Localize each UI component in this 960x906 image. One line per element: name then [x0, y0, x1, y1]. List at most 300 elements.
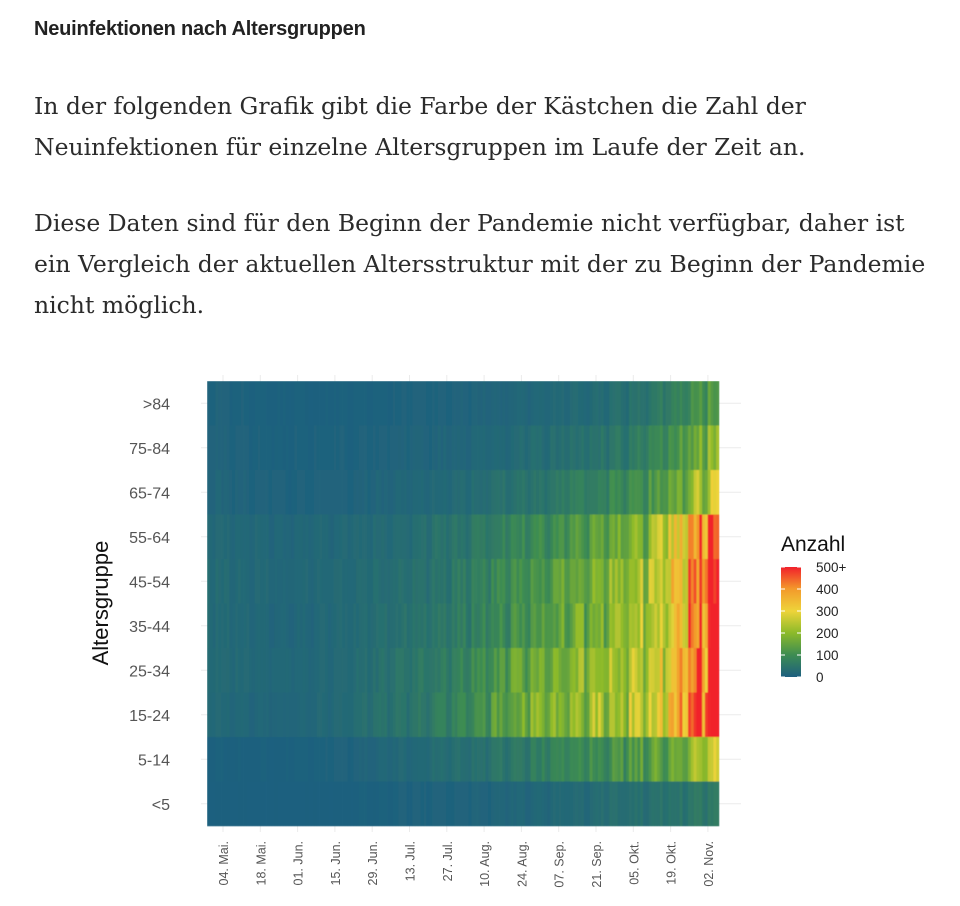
heatmap-cell: [320, 470, 323, 515]
heatmap-cell: [578, 559, 581, 604]
heatmap-cell: [592, 737, 595, 782]
heatmap-cell: [545, 604, 548, 649]
heatmap-cell: [452, 381, 455, 426]
heatmap-cell: [297, 559, 300, 604]
heatmap-cell: [241, 470, 244, 515]
heatmap-cell: [311, 604, 314, 649]
heatmap-cell: [398, 559, 401, 604]
heatmap-cell: [294, 782, 297, 827]
heatmap-cell: [657, 604, 660, 649]
heatmap-cell: [674, 782, 677, 827]
heatmap-cell: [314, 693, 317, 738]
heatmap-cell: [606, 604, 609, 649]
heatmap-cell: [455, 426, 458, 471]
heatmap-cell: [286, 470, 289, 515]
heatmap-cell: [224, 693, 227, 738]
heatmap-cell: [696, 782, 699, 827]
heatmap-cell: [609, 604, 612, 649]
y-tick-label: 25-34: [129, 663, 170, 681]
heatmap-cell: [407, 381, 410, 426]
heatmap-cell: [519, 515, 522, 560]
heatmap-cell: [595, 426, 598, 471]
heatmap-cell: [260, 737, 263, 782]
heatmap-cell: [272, 515, 275, 560]
heatmap-cell: [350, 648, 353, 693]
heatmap-cell: [691, 381, 694, 426]
heatmap-cell: [350, 426, 353, 471]
heatmap-cell: [336, 693, 339, 738]
heatmap-cell: [426, 559, 429, 604]
heatmap-cell: [483, 470, 486, 515]
heatmap-cell: [277, 693, 280, 738]
heatmap-cell: [682, 426, 685, 471]
heatmap-cell: [716, 604, 719, 649]
heatmap-cell: [561, 693, 564, 738]
heatmap-cell: [294, 737, 297, 782]
heatmap-cell: [379, 693, 382, 738]
heatmap-cell: [595, 515, 598, 560]
heatmap-cell: [649, 737, 652, 782]
heatmap-cell: [291, 381, 294, 426]
heatmap-cell: [559, 515, 562, 560]
heatmap-cell: [238, 782, 241, 827]
heatmap-cell: [615, 693, 618, 738]
heatmap-cell: [311, 515, 314, 560]
heatmap-cell: [280, 737, 283, 782]
heatmap-cell: [488, 426, 491, 471]
heatmap-cell: [590, 559, 593, 604]
heatmap-cell: [632, 737, 635, 782]
heatmap-cell: [410, 737, 413, 782]
heatmap-cell: [694, 782, 697, 827]
heatmap-cell: [432, 604, 435, 649]
heatmap-cell: [266, 381, 269, 426]
heatmap-cell: [615, 470, 618, 515]
heatmap-cell: [486, 470, 489, 515]
heatmap-cell: [379, 515, 382, 560]
heatmap-cell: [522, 648, 525, 693]
heatmap-cell: [573, 693, 576, 738]
heatmap-cell: [567, 381, 570, 426]
heatmap-cell: [438, 515, 441, 560]
heatmap-cell: [595, 559, 598, 604]
heatmap-cell: [381, 381, 384, 426]
heatmap-cell: [500, 737, 503, 782]
heatmap-cell: [455, 782, 458, 827]
heatmap-cell: [637, 559, 640, 604]
heatmap-cell: [519, 782, 522, 827]
heatmap-cell: [215, 648, 218, 693]
heatmap-cell: [519, 426, 522, 471]
heatmap-cell: [384, 381, 387, 426]
heatmap-cell: [308, 515, 311, 560]
heatmap-cell: [325, 737, 328, 782]
heatmap-cell: [469, 604, 472, 649]
heatmap-cell: [398, 737, 401, 782]
heatmap-cell: [460, 381, 463, 426]
heatmap-cell: [387, 426, 390, 471]
heatmap-cell: [359, 559, 362, 604]
heatmap-cell: [224, 737, 227, 782]
heatmap-cell: [606, 737, 609, 782]
heatmap-cell: [218, 782, 221, 827]
heatmap-cell: [401, 515, 404, 560]
heatmap-cell: [615, 515, 618, 560]
heatmap-cell: [252, 648, 255, 693]
x-tick-label: 24. Aug.: [515, 841, 530, 887]
heatmap-cell: [446, 648, 449, 693]
heatmap-cell: [390, 604, 393, 649]
heatmap-cell: [230, 515, 233, 560]
heatmap-cell: [452, 648, 455, 693]
heatmap-cell: [629, 426, 632, 471]
heatmap-cell: [680, 426, 683, 471]
heatmap-cell: [277, 782, 280, 827]
heatmap-cell: [269, 515, 272, 560]
heatmap-cell: [508, 648, 511, 693]
heatmap-cell: [570, 470, 573, 515]
heatmap-cell: [699, 426, 702, 471]
heatmap-cell: [395, 426, 398, 471]
heatmap-cell: [688, 559, 691, 604]
heatmap-cell: [421, 559, 424, 604]
heatmap-cell: [643, 737, 646, 782]
heatmap-cell: [623, 381, 626, 426]
heatmap-cell: [272, 426, 275, 471]
heatmap-cell: [691, 737, 694, 782]
heatmap-cell: [522, 693, 525, 738]
heatmap-cell: [531, 737, 534, 782]
heatmap-cell: [666, 381, 669, 426]
heatmap-cell: [612, 470, 615, 515]
heatmap-cell: [615, 559, 618, 604]
heatmap-cell: [252, 470, 255, 515]
heatmap-cell: [649, 515, 652, 560]
heatmap-cell: [494, 381, 497, 426]
heatmap-cell: [367, 737, 370, 782]
heatmap-cell: [567, 737, 570, 782]
heatmap-cell: [224, 470, 227, 515]
heatmap-cell: [570, 604, 573, 649]
heatmap-cell: [429, 426, 432, 471]
heatmap-cell: [536, 648, 539, 693]
heatmap-cell: [713, 470, 716, 515]
heatmap-cell: [426, 381, 429, 426]
heatmap-cell: [595, 782, 598, 827]
heatmap-cell: [289, 381, 292, 426]
heatmap-cell: [525, 559, 528, 604]
heatmap-cell: [432, 782, 435, 827]
heatmap-cell: [308, 426, 311, 471]
heatmap-cell: [289, 470, 292, 515]
heatmap-cell: [455, 470, 458, 515]
heatmap-cell: [390, 737, 393, 782]
legend-tick-label: 300: [816, 604, 839, 619]
heatmap-cell: [373, 426, 376, 471]
heatmap-cell: [362, 381, 365, 426]
heatmap-cell: [393, 426, 396, 471]
heatmap-cell: [440, 648, 443, 693]
heatmap-cell: [578, 604, 581, 649]
heatmap-cell: [573, 604, 576, 649]
heatmap-cell: [491, 470, 494, 515]
heatmap-cell: [584, 782, 587, 827]
heatmap-cell: [629, 559, 632, 604]
heatmap-cell: [508, 693, 511, 738]
heatmap-cell: [438, 426, 441, 471]
heatmap-cell: [463, 515, 466, 560]
heatmap-cell: [401, 782, 404, 827]
heatmap-cell: [621, 693, 624, 738]
heatmap-cell: [516, 604, 519, 649]
heatmap-cell: [713, 648, 716, 693]
heatmap-cell: [314, 737, 317, 782]
heatmap-cell: [272, 648, 275, 693]
heatmap-cell: [663, 693, 666, 738]
heatmap-cell: [393, 604, 396, 649]
heatmap-cell: [640, 693, 643, 738]
heatmap-cell: [711, 470, 714, 515]
heatmap-cell: [536, 515, 539, 560]
heatmap-cell: [651, 515, 654, 560]
heatmap-cell: [283, 559, 286, 604]
heatmap-cell: [699, 604, 702, 649]
heatmap-cell: [505, 559, 508, 604]
heatmap-cell: [587, 737, 590, 782]
heatmap-cell: [303, 648, 306, 693]
heatmap-cell: [376, 604, 379, 649]
heatmap-cell: [463, 782, 466, 827]
heatmap-cell: [561, 648, 564, 693]
heatmap-cell: [308, 381, 311, 426]
intro-paragraph: In der folgenden Grafik gibt die Farbe der Kästchen die Zahl der Neuinfektionen für einzelne Altersgruppen im Laufe der Zeit an.: [34, 92, 806, 161]
heatmap-cell: [336, 782, 339, 827]
heatmap-cell: [477, 559, 480, 604]
heatmap-cell: [685, 559, 688, 604]
heatmap-cell: [542, 604, 545, 649]
heatmap-cell: [663, 648, 666, 693]
heatmap-cell: [317, 693, 320, 738]
heatmap-cell: [438, 604, 441, 649]
heatmap-cell: [533, 782, 536, 827]
heatmap-cell: [609, 559, 612, 604]
heatmap-cell: [294, 470, 297, 515]
heatmap-cell: [224, 604, 227, 649]
heatmap-cell: [559, 426, 562, 471]
heatmap-cell: [322, 426, 325, 471]
heatmap-cell: [637, 693, 640, 738]
heatmap-cell: [463, 381, 466, 426]
heatmap-cell: [516, 515, 519, 560]
heatmap-cell: [241, 604, 244, 649]
heatmap-cell: [455, 604, 458, 649]
heatmap-cell: [449, 381, 452, 426]
heatmap-cell: [328, 604, 331, 649]
heatmap-cell: [435, 648, 438, 693]
heatmap-cell: [418, 737, 421, 782]
heatmap-cell: [435, 604, 438, 649]
heatmap-cell: [553, 381, 556, 426]
heatmap-cell: [232, 426, 235, 471]
heatmap-cell: [460, 426, 463, 471]
heatmap-cell: [429, 381, 432, 426]
heatmap-cell: [621, 426, 624, 471]
heatmap-cell: [215, 515, 218, 560]
heatmap-cell: [415, 381, 418, 426]
heatmap-cell: [424, 737, 427, 782]
y-tick-label: 65-74: [129, 485, 170, 503]
heatmap-cell: [711, 693, 714, 738]
heatmap-cell: [342, 515, 345, 560]
heatmap-cell: [345, 470, 348, 515]
heatmap-cell: [480, 559, 483, 604]
heatmap-cell: [311, 737, 314, 782]
heatmap-cell: [632, 426, 635, 471]
heatmap-cell: [328, 782, 331, 827]
heatmap-cell: [522, 782, 525, 827]
heatmap-cell: [491, 604, 494, 649]
heatmap-cell: [395, 559, 398, 604]
heatmap-cell: [671, 426, 674, 471]
heatmap-cell: [398, 426, 401, 471]
heatmap-cell: [500, 515, 503, 560]
heatmap-cell: [325, 782, 328, 827]
heatmap-cell: [328, 737, 331, 782]
heatmap-cell: [694, 470, 697, 515]
heatmap-cell: [424, 426, 427, 471]
heatmap-cell: [303, 559, 306, 604]
legend-tick-label: 0: [816, 670, 824, 685]
heatmap-cell: [516, 648, 519, 693]
heatmap-cell: [227, 559, 230, 604]
heatmap-cell: [303, 604, 306, 649]
heatmap-cell: [581, 381, 584, 426]
heatmap-cell: [342, 426, 345, 471]
heatmap-cell: [438, 782, 441, 827]
heatmap-cell: [370, 470, 373, 515]
x-tick-label: 04. Mai.: [217, 841, 231, 886]
heatmap-cell: [623, 648, 626, 693]
heatmap-cell: [373, 470, 376, 515]
heatmap-cell: [435, 470, 438, 515]
heatmap-cell: [325, 648, 328, 693]
heatmap-cell: [218, 737, 221, 782]
heatmap-cell: [227, 515, 230, 560]
heatmap-cell: [362, 426, 365, 471]
heatmap-cell: [587, 782, 590, 827]
heatmap-cell: [215, 426, 218, 471]
heatmap-cell: [469, 470, 472, 515]
heatmap-cell: [345, 604, 348, 649]
heatmap-cell: [314, 515, 317, 560]
legend-tick-label: 500+: [816, 560, 847, 575]
heatmap-cell: [404, 693, 407, 738]
heatmap-cell: [606, 515, 609, 560]
heatmap-cell: [581, 782, 584, 827]
heatmap-cell: [516, 381, 519, 426]
heatmap-cell: [356, 470, 359, 515]
heatmap-cell: [680, 604, 683, 649]
heatmap-cell: [227, 782, 230, 827]
heatmap-cell: [604, 381, 607, 426]
heatmap-cell: [685, 737, 688, 782]
heatmap-cell: [373, 559, 376, 604]
heatmap-cell: [635, 426, 638, 471]
heatmap-cell: [221, 737, 224, 782]
heatmap-cell: [519, 693, 522, 738]
heatmap-cell: [576, 470, 579, 515]
heatmap-cell: [576, 381, 579, 426]
heatmap-cell: [348, 693, 351, 738]
heatmap-cell: [426, 782, 429, 827]
heatmap-cell: [632, 470, 635, 515]
x-tick-label: 15. Jun.: [328, 841, 343, 886]
heatmap-cell: [469, 782, 472, 827]
heatmap-cell: [457, 559, 460, 604]
heatmap-cell: [497, 693, 500, 738]
heatmap-cell: [224, 515, 227, 560]
heatmap-cell: [677, 693, 680, 738]
heatmap-cell: [213, 559, 216, 604]
heatmap-cell: [559, 737, 562, 782]
heatmap-cell: [564, 559, 567, 604]
heatmap-cell: [249, 782, 252, 827]
heatmap-cell: [232, 648, 235, 693]
heatmap-cell: [471, 381, 474, 426]
heatmap-cell: [336, 515, 339, 560]
heatmap-cell: [531, 782, 534, 827]
heatmap-cell: [604, 426, 607, 471]
heatmap-cell: [300, 693, 303, 738]
heatmap-cell: [486, 648, 489, 693]
heatmap-cell: [469, 426, 472, 471]
heatmap-cell: [483, 426, 486, 471]
heatmap-cell: [685, 604, 688, 649]
heatmap-cell: [339, 604, 342, 649]
heatmap-cell: [317, 470, 320, 515]
heatmap-cell: [415, 693, 418, 738]
heatmap-cell: [328, 693, 331, 738]
heatmap-cell: [232, 559, 235, 604]
heatmap-cell: [578, 515, 581, 560]
heatmap-cell: [356, 693, 359, 738]
heatmap-cell: [497, 515, 500, 560]
heatmap-cell: [682, 515, 685, 560]
heatmap-cell: [606, 648, 609, 693]
heatmap-cell: [663, 515, 666, 560]
heatmap-cell: [398, 381, 401, 426]
heatmap-cell: [514, 737, 517, 782]
heatmap-cell: [252, 515, 255, 560]
heatmap-cell: [249, 381, 252, 426]
heatmap-cell: [446, 693, 449, 738]
heatmap-cell: [252, 559, 255, 604]
heatmap-cell: [410, 515, 413, 560]
heatmap-cell: [567, 648, 570, 693]
heatmap-cell: [699, 515, 702, 560]
heatmap-cell: [300, 470, 303, 515]
heatmap-cell: [390, 782, 393, 827]
heatmap-cell: [460, 515, 463, 560]
heatmap-cell: [443, 648, 446, 693]
heatmap-cell: [688, 737, 691, 782]
heatmap-cell: [668, 559, 671, 604]
heatmap-cell: [238, 559, 241, 604]
heatmap-cell: [561, 515, 564, 560]
heatmap-cell: [609, 515, 612, 560]
heatmap-cell: [685, 515, 688, 560]
heatmap-cell: [604, 559, 607, 604]
